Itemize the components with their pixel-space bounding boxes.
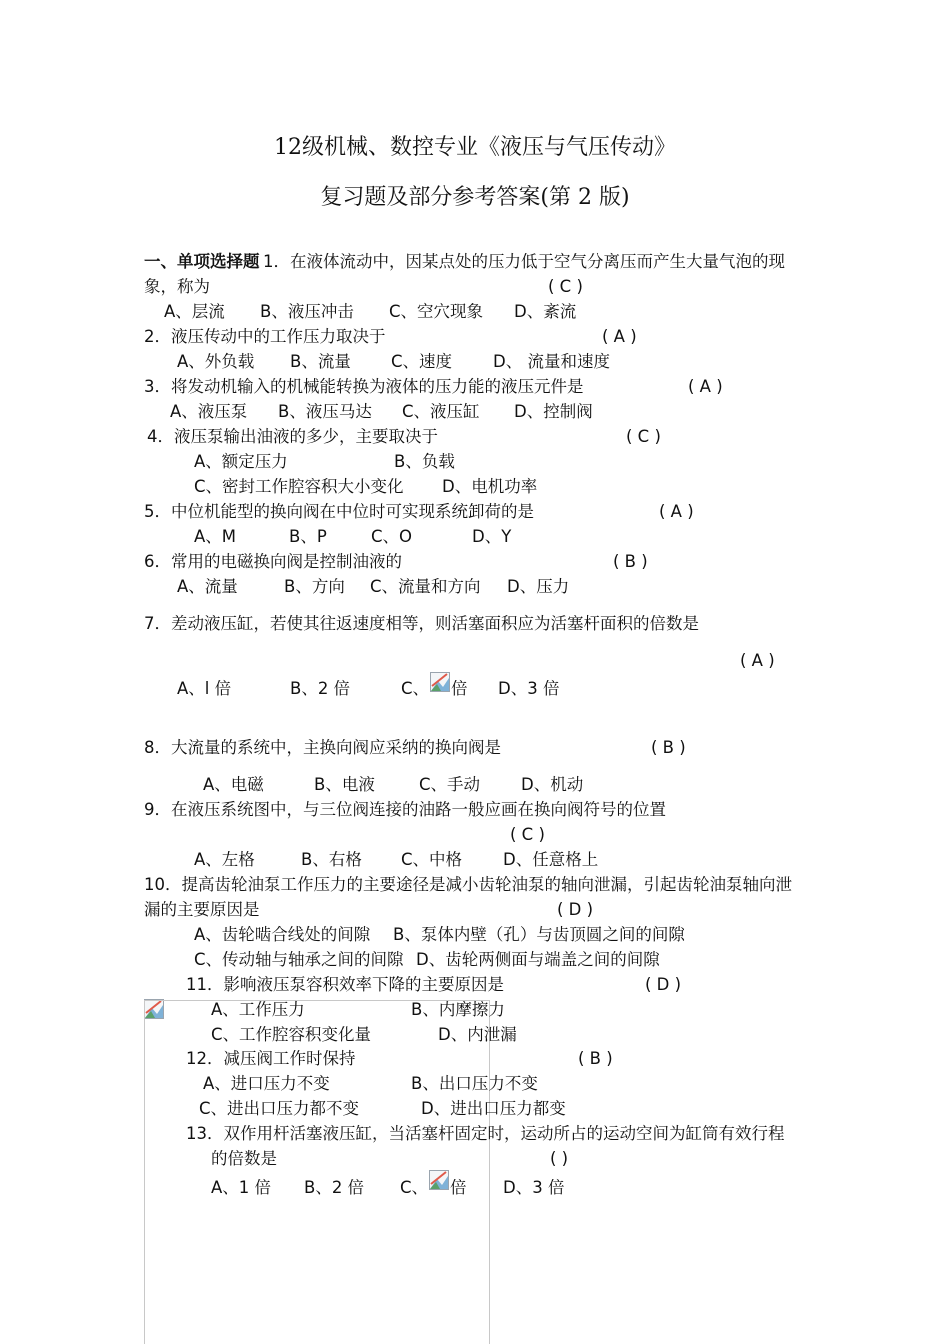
q13-option-b: B、2 倍 — [304, 1178, 365, 1197]
question-12-answer: ( B ) — [578, 1049, 613, 1068]
question-7-stem: 7．差动液压缸，若使其往返速度相等，则活塞面积应为活塞杆面积的倍数是 — [144, 614, 699, 633]
section-label: 一、单项选择题 — [144, 252, 260, 271]
q5-option-a: A、M — [194, 527, 237, 546]
q2-option-d: D、 流量和速度 — [493, 352, 610, 371]
q7-option-b: B、2 倍 — [290, 679, 351, 698]
title-line-2: 复习题及部分参考答案(第 2 版) — [320, 185, 630, 210]
q11-option-d: D、内泄漏 — [438, 1025, 517, 1044]
question-12-stem: 12．减压阀工作时保持 — [186, 1049, 356, 1068]
q11-option-c: C、工作腔容积变化量 — [211, 1025, 372, 1044]
question-11-stem: 11．影响液压泵容积效率下降的主要原因是 — [186, 975, 504, 994]
question-11-answer: ( D ) — [645, 975, 682, 994]
q6-option-a: A、流量 — [177, 577, 238, 596]
q10-option-b: B、泵体内壁（孔）与齿顶圆之间的间隙 — [393, 925, 685, 944]
q2-option-a: A、外负载 — [177, 352, 255, 371]
q1-option-d: D、紊流 — [514, 302, 577, 321]
question-10-answer: ( D ) — [557, 900, 594, 919]
q8-option-b: B、电液 — [314, 775, 375, 794]
q8-option-d: D、机动 — [521, 775, 584, 794]
q3-option-c: C、液压缸 — [402, 402, 480, 421]
question-5-answer: ( A ) — [659, 502, 694, 521]
q6-option-c: C、流量和方向 — [370, 577, 481, 596]
q12-option-c: C、进出口压力都不变 — [199, 1099, 360, 1118]
question-13-answer: ( ) — [550, 1149, 569, 1168]
q5-option-d: D、Y — [472, 527, 512, 546]
question-9-stem: 9．在液压系统图中，与三位阀连接的油路一般应画在换向阀符号的位置 — [144, 800, 666, 819]
q9-option-b: B、右格 — [301, 850, 362, 869]
q11-option-b: B、内摩擦力 — [411, 1000, 505, 1019]
q6-option-d: D、压力 — [507, 577, 570, 596]
broken-image-icon — [430, 672, 450, 692]
q9-option-c: C、中格 — [401, 850, 463, 869]
question-9-answer: ( C ) — [510, 825, 545, 844]
q2-option-b: B、流量 — [290, 352, 351, 371]
q11-option-a: A、工作压力 — [211, 1000, 305, 1019]
q4-option-b: B、负载 — [394, 452, 455, 471]
question-4-answer: ( C ) — [626, 427, 661, 446]
q10-option-a: A、齿轮啮合线处的间隙 — [194, 925, 371, 944]
question-1-stem-cont: 象，称为 — [144, 277, 210, 296]
q13-option-a: A、1 倍 — [211, 1178, 272, 1197]
question-10-stem-cont: 漏的主要原因是 — [144, 900, 260, 919]
q13-option-c: C、 — [400, 1178, 429, 1197]
q7-option-d: D、3 倍 — [498, 679, 560, 698]
q7-option-c-suffix: 倍 — [451, 679, 468, 698]
question-10-stem: 10．提高齿轮油泵工作压力的主要途径是减小齿轮油泵的轴向泄漏，引起齿轮油泵轴向泄 — [144, 875, 792, 894]
q3-option-d: D、控制阀 — [514, 402, 593, 421]
q5-option-c: C、O — [371, 527, 413, 546]
q9-option-a: A、左格 — [194, 850, 255, 869]
question-13-stem-cont: 的倍数是 — [211, 1149, 277, 1168]
q12-option-d: D、进出口压力都变 — [421, 1099, 566, 1118]
q8-option-a: A、电磁 — [203, 775, 264, 794]
q6-option-b: B、方向 — [284, 577, 345, 596]
question-6-stem: 6．常用的电磁换向阀是控制油液的 — [144, 552, 402, 571]
q7-option-c: C、 — [401, 679, 430, 698]
q1-option-b: B、液压冲击 — [260, 302, 354, 321]
q1-option-c: C、空穴现象 — [389, 302, 484, 321]
question-3-answer: ( A ) — [688, 377, 723, 396]
question-5-stem: 5．中位机能型的换向阀在中位时可实现系统卸荷的是 — [144, 502, 534, 521]
question-2-stem: 2．液压传动中的工作压力取决于 — [144, 327, 386, 346]
q4-option-a: A、额定压力 — [194, 452, 288, 471]
q13-option-d: D、3 倍 — [503, 1178, 565, 1197]
question-8-answer: ( B ) — [651, 738, 686, 757]
broken-image-icon — [429, 1170, 449, 1190]
question-13-stem: 13．双作用杆活塞液压缸，当活塞杆固定时，运动所占的运动空间为缸筒有效行程 — [186, 1124, 785, 1143]
q10-option-d: D、齿轮两侧面与端盖之间的间隙 — [416, 950, 660, 969]
question-3-stem: 3．将发动机输入的机械能转换为液体的压力能的液压元件是 — [144, 377, 584, 396]
q9-option-d: D、任意格上 — [503, 850, 599, 869]
question-1-stem: 1．在液体流动中，因某点处的压力低于空气分离压而产生大量气泡的现 — [263, 252, 785, 271]
q4-option-c: C、密封工作腔容积大小变化 — [194, 477, 404, 496]
q12-option-a: A、进口压力不变 — [203, 1074, 330, 1093]
question-4-stem: 4．液压泵输出油液的多少，主要取决于 — [147, 427, 438, 446]
q5-option-b: B、P — [289, 527, 327, 546]
question-7-answer: ( A ) — [740, 651, 775, 670]
q12-option-b: B、出口压力不变 — [411, 1074, 538, 1093]
question-2-answer: ( A ) — [602, 327, 637, 346]
question-1-answer: ( C ) — [548, 277, 583, 296]
q1-option-a: A、层流 — [164, 302, 225, 321]
q2-option-c: C、速度 — [391, 352, 453, 371]
q10-option-c: C、传动轴与轴承之间的间隙 — [194, 950, 404, 969]
q3-option-b: B、液压马达 — [278, 402, 372, 421]
question-8-stem: 8．大流量的系统中，主换向阀应采纳的换向阀是 — [144, 738, 501, 757]
q13-option-c-suffix: 倍 — [450, 1178, 467, 1197]
q7-option-a: A、l 倍 — [177, 679, 232, 698]
q4-option-d: D、电机功率 — [442, 477, 538, 496]
question-6-answer: ( B ) — [613, 552, 648, 571]
title-line-1: 12级机械、数控专业《液压与气压传动》 — [274, 135, 676, 160]
q8-option-c: C、手动 — [419, 775, 481, 794]
q3-option-a: A、液压泵 — [170, 402, 248, 421]
